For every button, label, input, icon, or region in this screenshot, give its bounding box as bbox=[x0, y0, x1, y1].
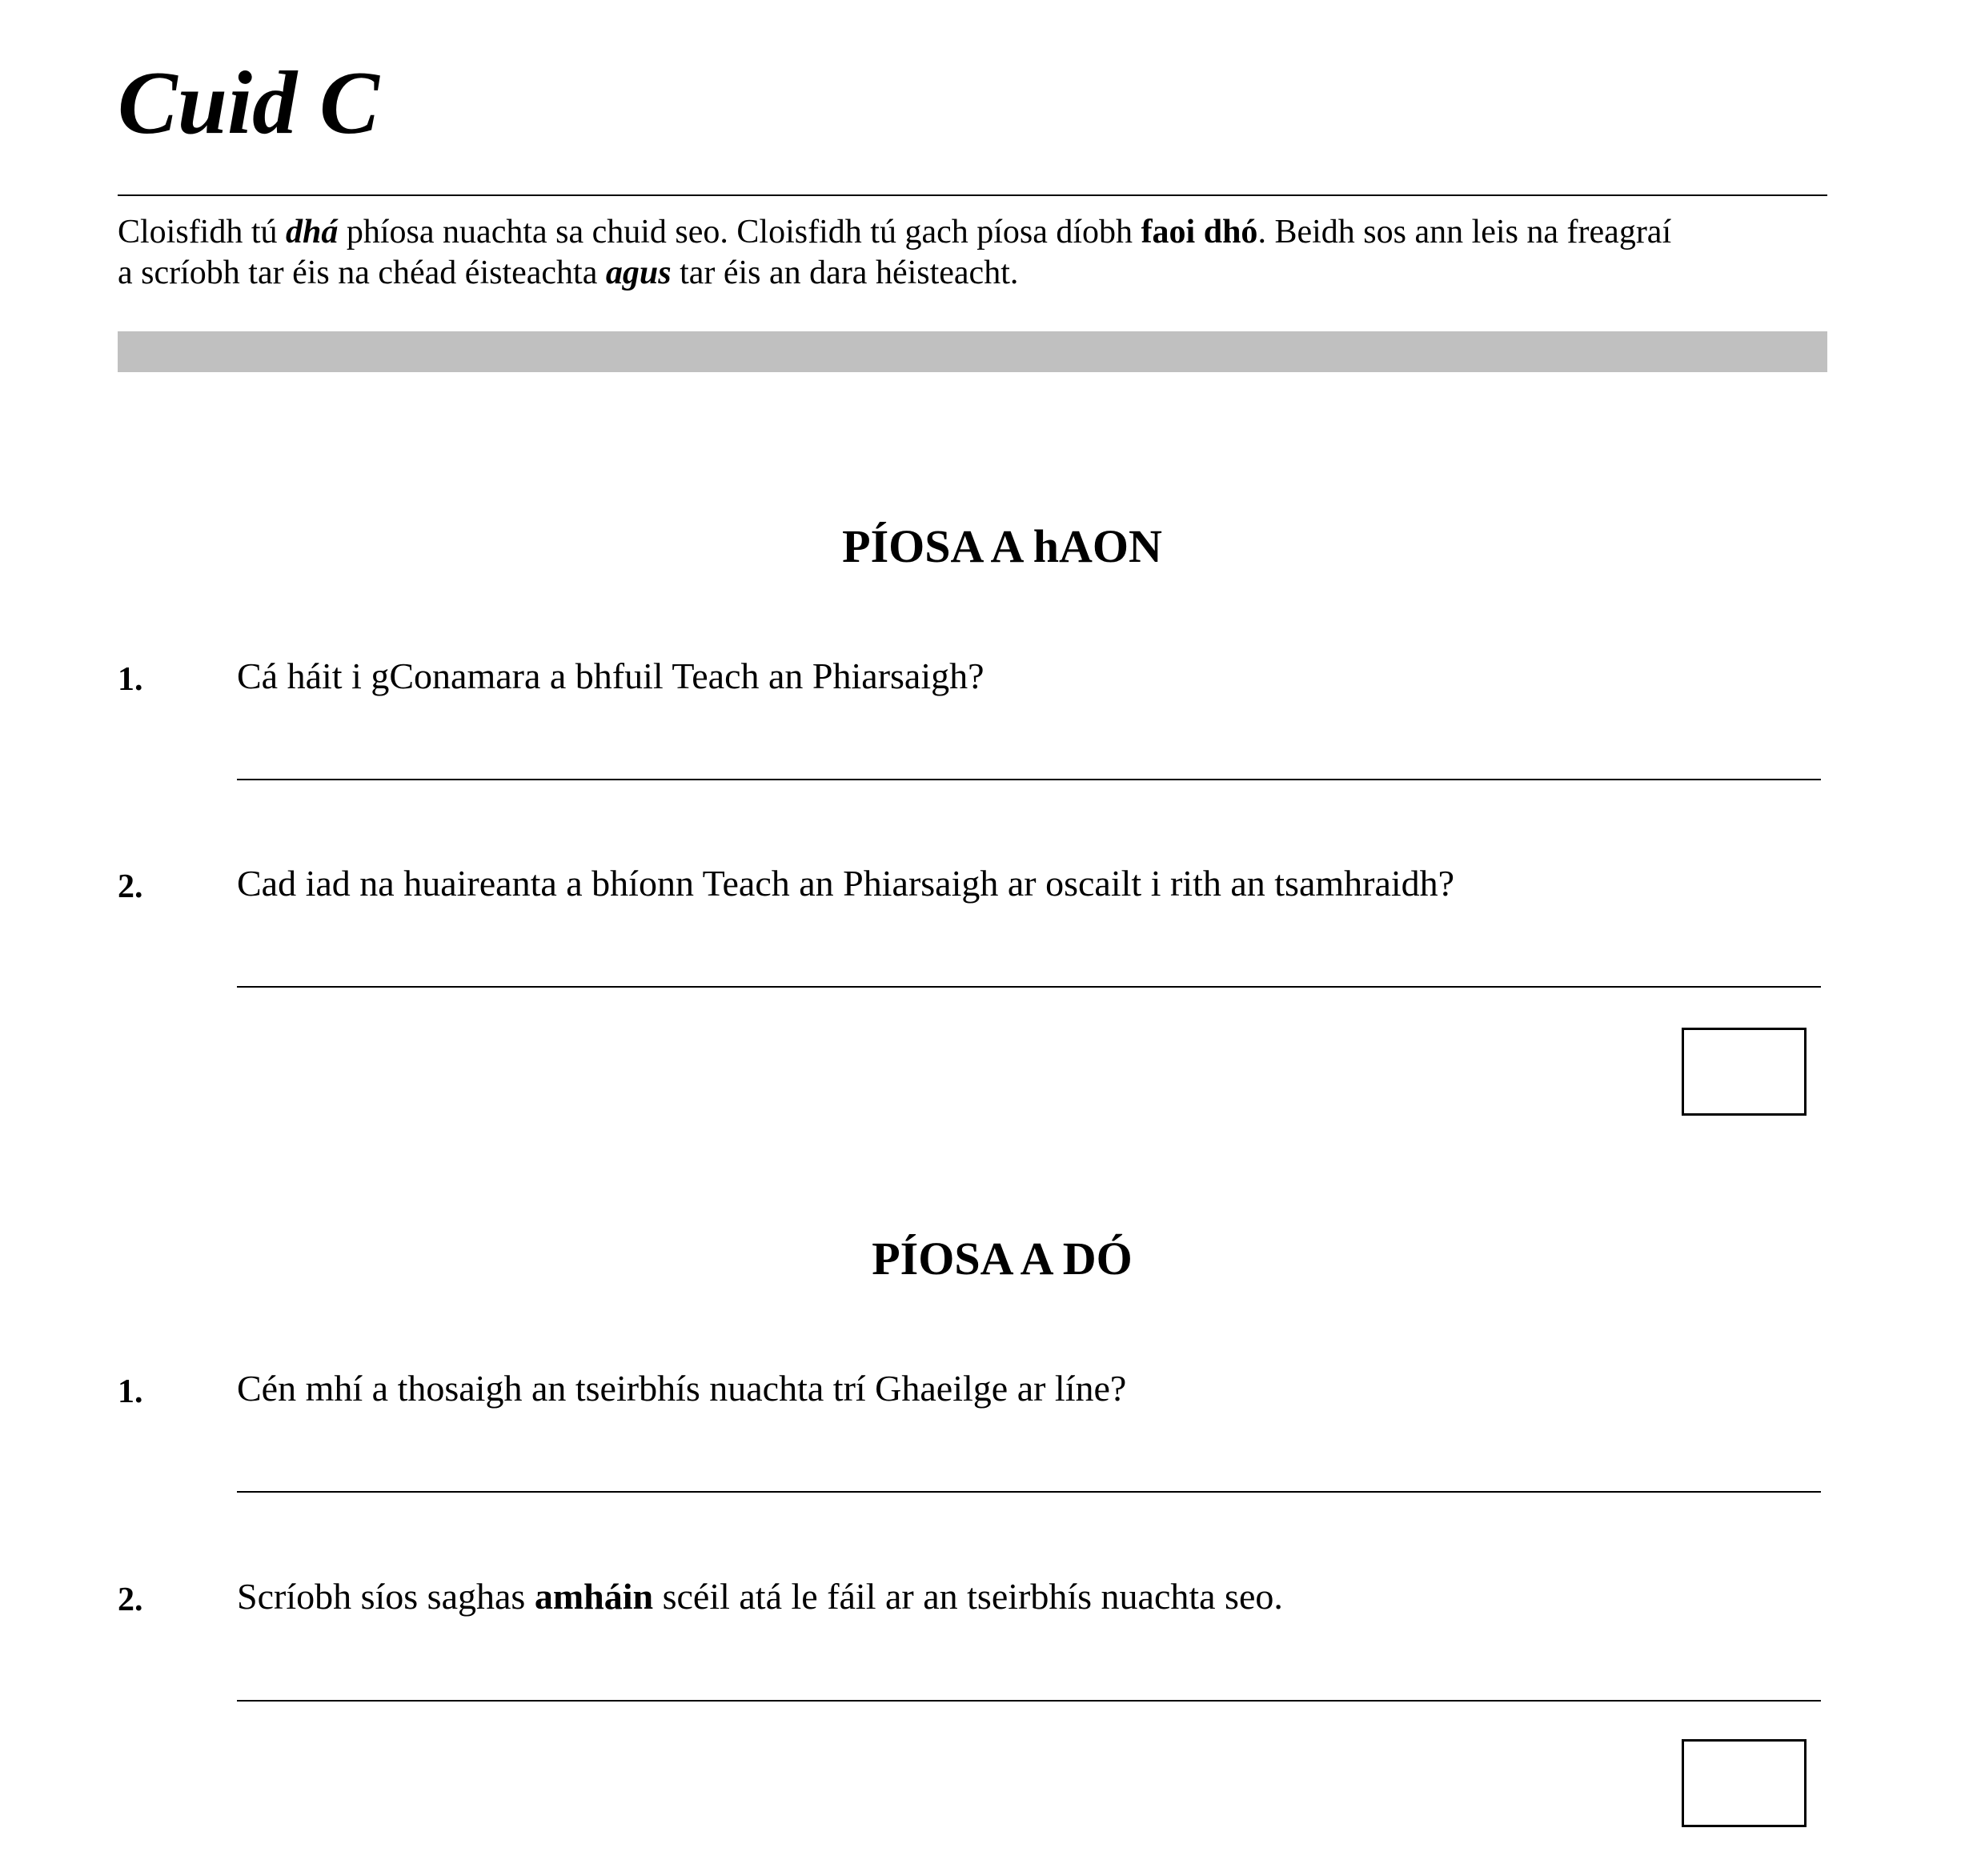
instructions bbox=[118, 212, 1827, 294]
answer-line-s1-q2[interactable] bbox=[237, 986, 1821, 988]
answer-line-s1-q1[interactable] bbox=[237, 779, 1821, 780]
intro-text: Cloisfidh tú bbox=[118, 214, 287, 251]
question-text-part: scéil atá le fáil ar an tseirbhís nuachta seo. bbox=[653, 1576, 1283, 1617]
score-box-section-1[interactable] bbox=[1682, 1028, 1807, 1116]
question-text-bold: amháin bbox=[534, 1576, 654, 1617]
question-number: 2. bbox=[118, 868, 143, 905]
instructions-line-1 bbox=[118, 212, 1827, 253]
question-number: 1. bbox=[118, 661, 143, 698]
answer-line-s2-q1[interactable] bbox=[237, 1491, 1821, 1493]
question-text bbox=[237, 1577, 1283, 1617]
intro-text: . Beidh sos ann leis na freagraí bbox=[1257, 214, 1672, 251]
question-text-part: Scríobh síos saghas bbox=[237, 1576, 535, 1617]
intro-text: tar éis an dara héisteacht. bbox=[671, 255, 1019, 291]
intro-text: phíosa nuachta sa chuid seo. Cloisfidh tú gach píosa díobh bbox=[338, 214, 1141, 251]
question-text: Cén mhí a thosaigh an tseirbhís nuachta trí Ghaeilge ar líne? bbox=[237, 1368, 1127, 1409]
question-number: 2. bbox=[118, 1581, 143, 1618]
intro-emphasis: dhá bbox=[286, 214, 339, 251]
shaded-bar bbox=[118, 331, 1827, 372]
question-number: 1. bbox=[118, 1373, 143, 1410]
title-divider bbox=[118, 194, 1827, 196]
question-text: Cad iad na huaireanta a bhíonn Teach an Phiarsaigh ar oscailt i rith an tsamhraidh? bbox=[237, 863, 1455, 904]
page-title: Cuid C bbox=[118, 54, 379, 153]
instructions-line-2 bbox=[118, 253, 1827, 294]
question-text: Cá háit i gConamara a bhfuil Teach an Phiarsaigh? bbox=[237, 655, 984, 696]
intro-emphasis: agus bbox=[605, 255, 672, 291]
intro-bold: faoi dhó bbox=[1141, 214, 1258, 251]
section-heading-piosa-a-haon: PÍOSA A hAON bbox=[842, 520, 1162, 572]
score-box-section-2[interactable] bbox=[1682, 1739, 1807, 1827]
section-heading-piosa-a-do: PÍOSA A DÓ bbox=[872, 1233, 1133, 1285]
intro-text: a scríobh tar éis na chéad éisteachta bbox=[118, 255, 606, 291]
answer-line-s2-q2[interactable] bbox=[237, 1700, 1821, 1702]
